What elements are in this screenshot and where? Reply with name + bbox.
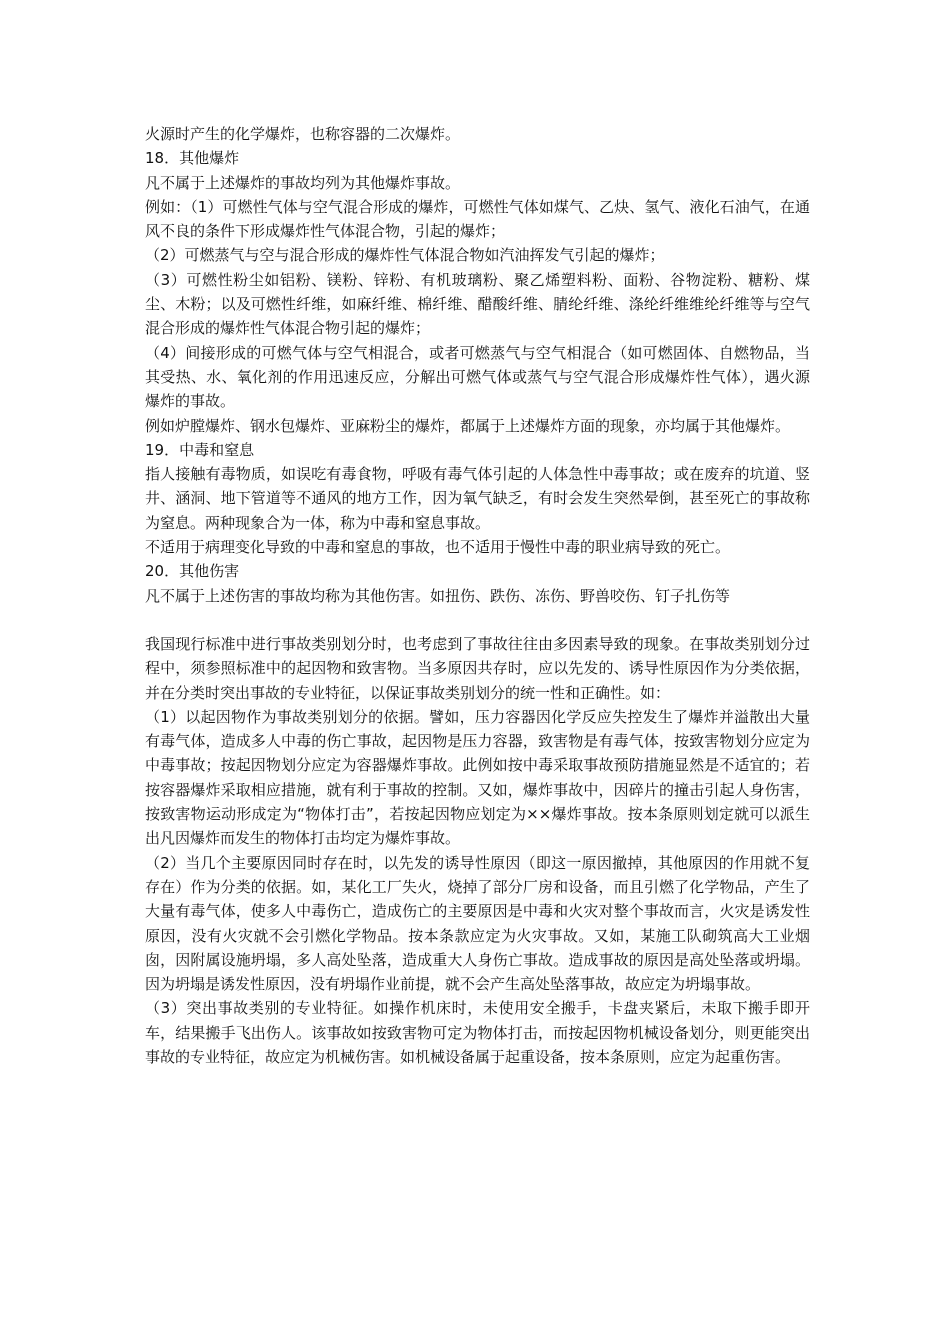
paragraph: （4）间接形成的可燃气体与空气相混合，或者可燃蒸气与空气相混合（如可燃固体、自燃物品，当其受热、水、氧化剂的作用迅速反应，分解出可燃气体或蒸气与空气混合形成爆炸性气体），遇火源爆炸的事故。 [145, 343, 810, 411]
paragraph: 凡不属于上述爆炸的事故均列为其他爆炸事故。 [145, 173, 461, 192]
section-heading: 19．中毒和窒息 [145, 440, 255, 459]
paragraph: 指人接触有毒物质，如误吃有毒食物，呼吸有毒气体引起的人体急性中毒事故；或在废弃的坑道、竖井、涵洞、地下管道等不通风的地方工作，因为氧气缺乏，有时会发生突然晕倒，甚至死亡的事故称为窒息。两种现象合为一体，称为中毒和窒息事故。 [145, 465, 810, 532]
paragraph: （3）可燃性粉尘如铝粉、镁粉、锌粉、有机玻璃粉、聚乙烯塑料粉、面粉、谷物淀粉、糖粉、煤尘、木粉；以及可燃性纤维，如麻纤维、棉纤维、醋酸纤维、腈纶纤维、涤纶纤维维纶纤维等与空气混合形成的爆炸性气体混合物引起的爆炸； [145, 270, 810, 338]
paragraph: 例如：（1）可燃性气体与空气混合形成的爆炸，可燃性气体如煤气、乙炔、氢气、液化石油气，在通风不良的条件下形成爆炸性气体混合物，引起的爆炸； [145, 197, 810, 241]
paragraph: （2）可燃蒸气与空与混合形成的爆炸性气体混合物如汽油挥发气引起的爆炸； [145, 246, 665, 265]
paragraph: （1）以起因物作为事故类别划分的依据。譬如，压力容器因化学反应失控发生了爆炸并溢散出大量有毒气体，造成多人中毒的伤亡事故，起因物是压力容器，致害物是有毒气体，按致害物划分应定为中毒事故；按起因物划分应定为容器爆炸事故。此例如按中毒采取事故预防措施显然是不适宜的；若按容器爆炸采取相应措施，就有利于事故的控制。又如，爆炸事故中，因碎片的撞击引起人身伤害，按致害物运动形成定为“物体打击”，若按起因物应划定为××爆炸事故。按本条原则划定就可以派生出凡因爆炸而发生的物体打击均定为爆炸事故。 [145, 707, 810, 848]
paragraph: （2）当几个主要原因同时存在时，以先发的诱导性原因（即这一原因撤掉，其他原因的作用就不复存在）作为分类的依据。如，某化工厂失火，烧掉了部分厂房和设备，而且引燃了化学物品，产生了大量有毒气体，使多人中毒伤亡，造成伤亡的主要原因是中毒和火灾对整个事故而言，火灾是诱发性原因，没有火灾就不会引燃化学物品。按本条款应定为火灾事故。又如，某施工队砌筑高大工业烟囱，因附属设施坍塌，多人高处坠落，造成重大人身伤亡事故。造成事故的原因是高处坠落或坍塌。因为坍塌是诱发性原因，没有坍塌作业前提，就不会产生高处坠落事故，故应定为坍塌事故。 [145, 853, 810, 994]
paragraph: 凡不属于上述伤害的事故均称为其他伤害。如扭伤、跌伤、冻伤、野兽咬伤、钉子扎伤等 [145, 586, 731, 605]
paragraph: 火源时产生的化学爆炸，也称容器的二次爆炸。 [145, 125, 461, 143]
paragraph: （3）突出事故类别的专业特征。如操作机床时，未使用安全搬手，卡盘夹紧后，未取下搬手即开车，结果搬手飞出伤人。该事故如按致害物可定为物体打击，而按起因物机械设备划分，则更能突出事故的专业特征，故应定为机械伤害。如机械设备属于起重设备，按本条原则，应定为起重伤害。 [145, 999, 810, 1066]
section-heading: 18．其他爆炸 [145, 149, 240, 168]
document-body [145, 122, 810, 1069]
paragraph: 我国现行标准中进行事故类别划分时，也考虑到了事故往往由多因素导致的现象。在事故类别划分过程中，须参照标准中的起因物和致害物。当多原因共存时，应以先发的、诱导性原因作为分类依据，并在分类时突出事故的专业特征，以保证事故类别划分的统一性和正确性。如： [145, 634, 810, 702]
blank-line [145, 608, 810, 632]
section-heading: 20．其他伤害 [145, 562, 240, 581]
paragraph: 不适用于病理变化导致的中毒和窒息的事故，也不适用于慢性中毒的职业病导致的死亡。 [145, 538, 731, 557]
paragraph: 例如炉膛爆炸、钢水包爆炸、亚麻粉尘的爆炸，都属于上述爆炸方面的现象，亦均属于其他爆炸。 [145, 416, 791, 435]
